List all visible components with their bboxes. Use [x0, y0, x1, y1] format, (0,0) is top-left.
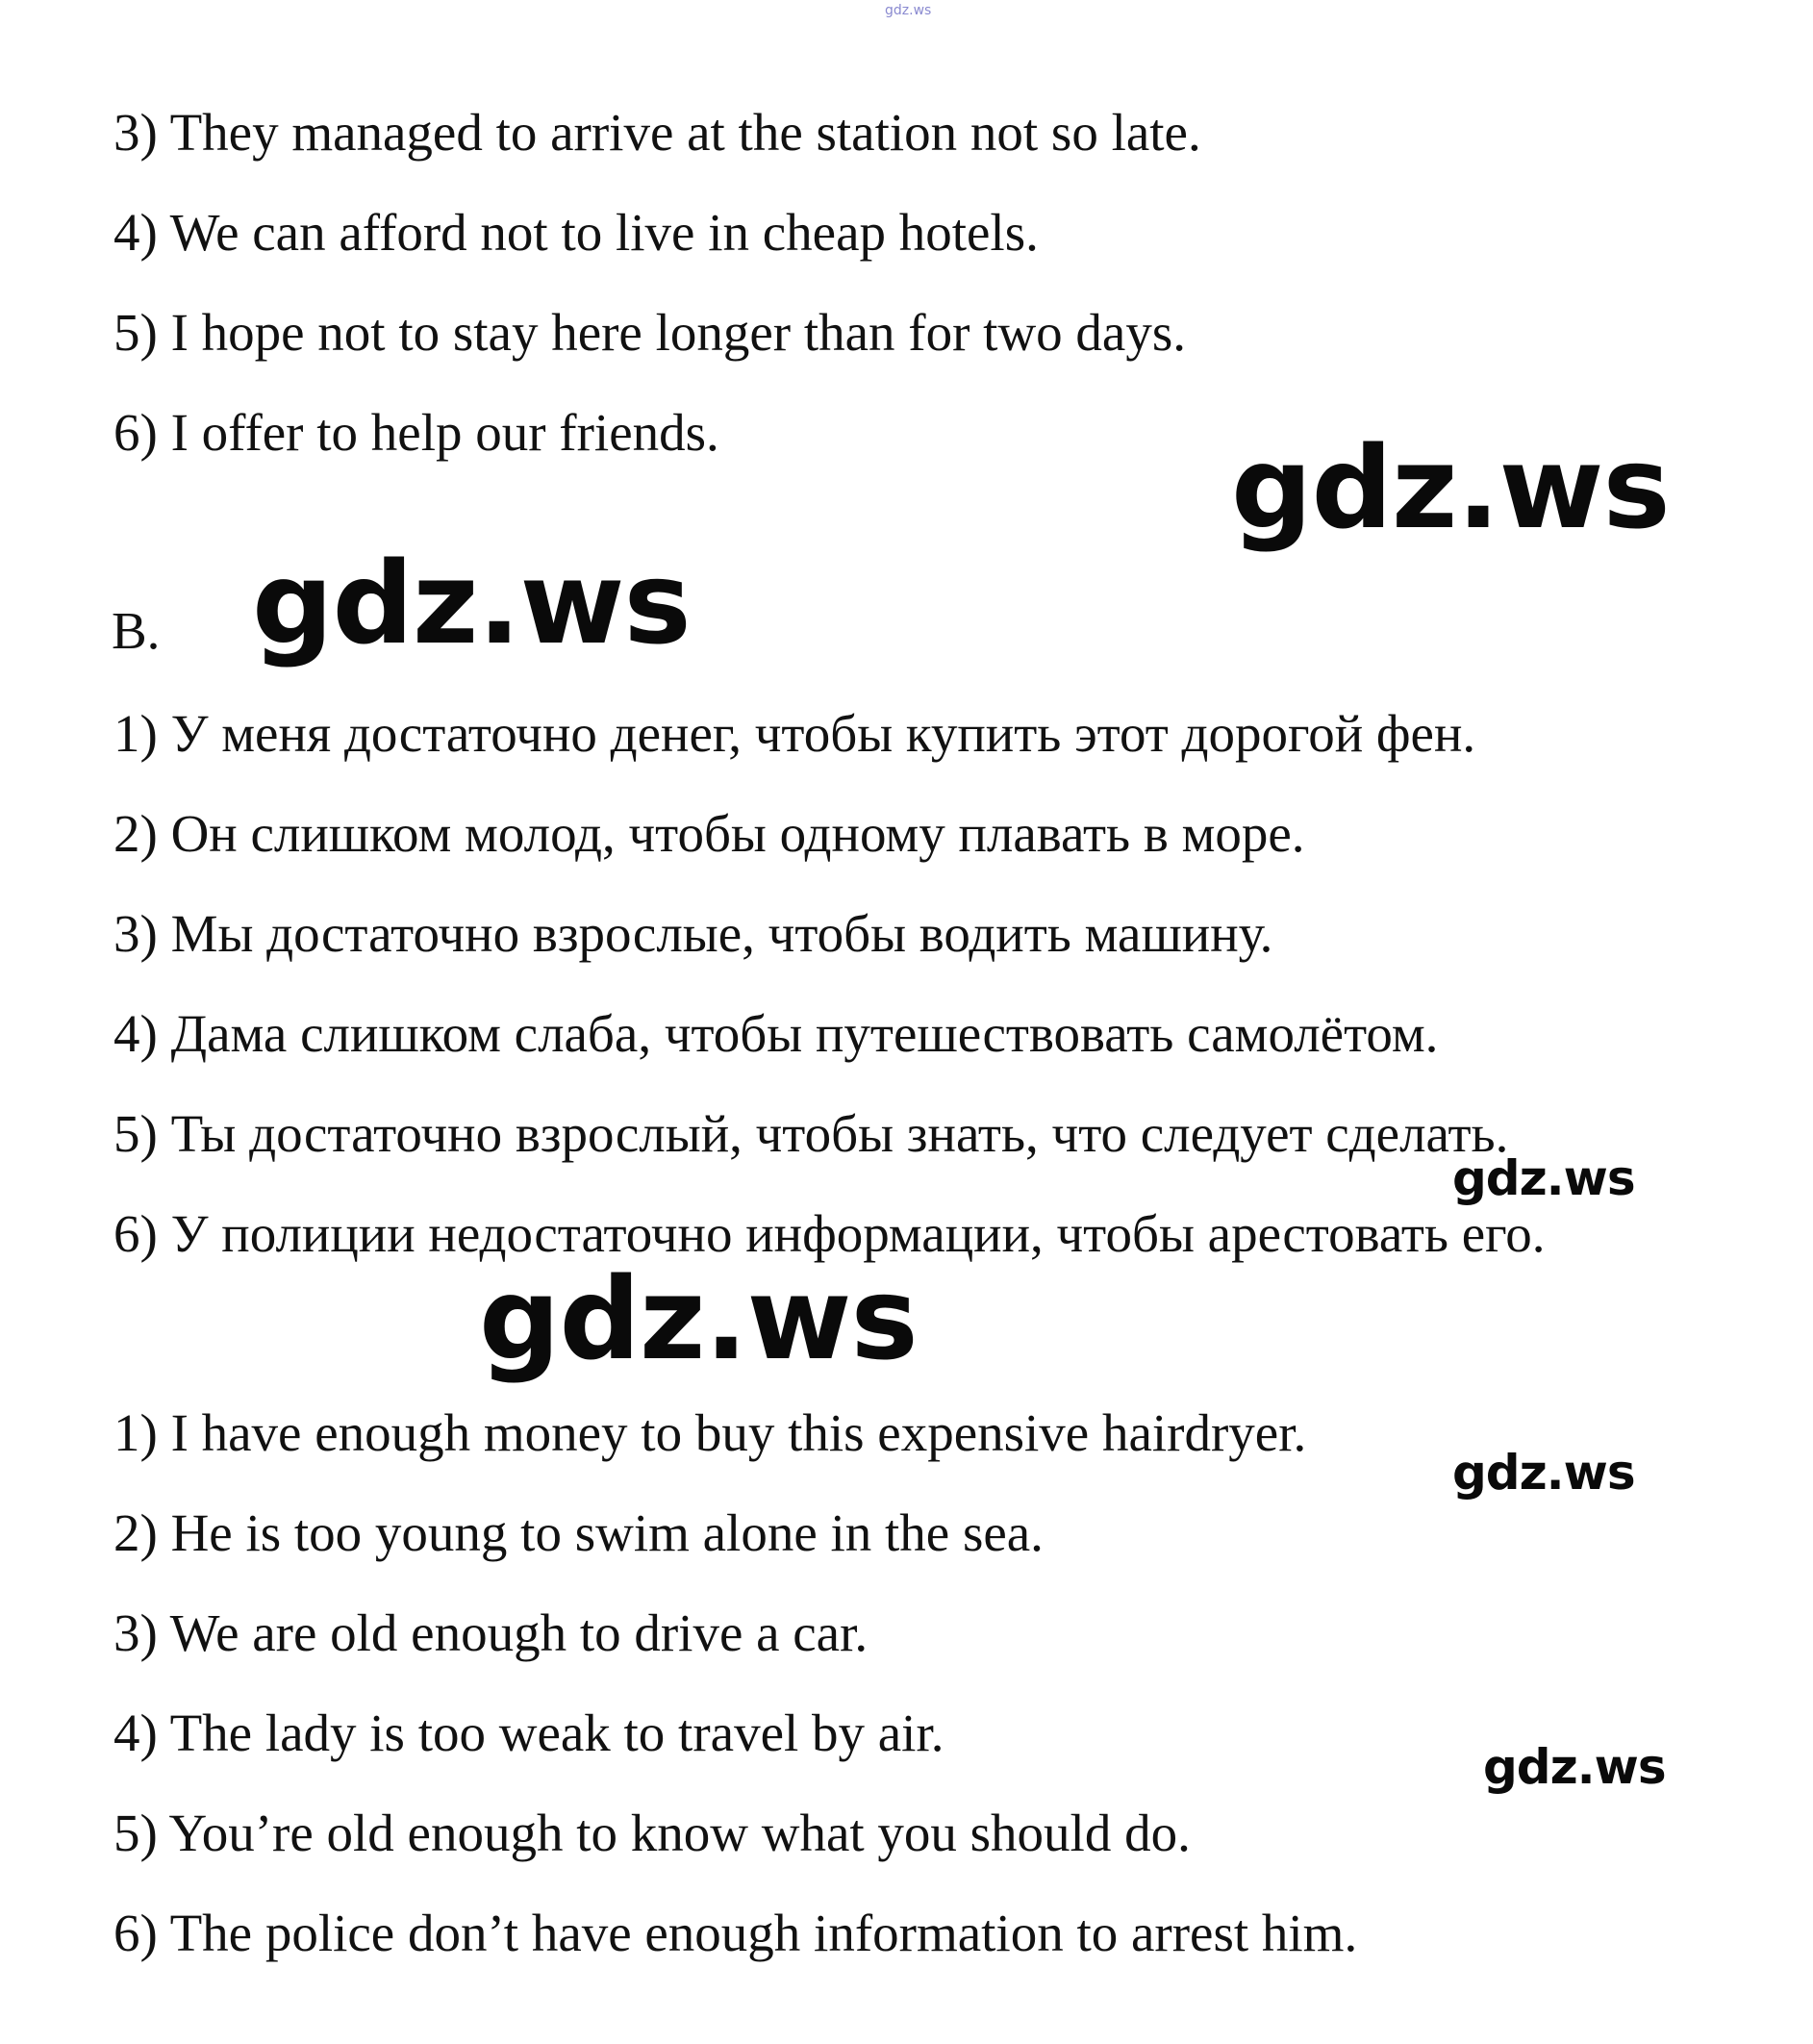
- watermark-small-2: gdz.ws: [1452, 1445, 1635, 1501]
- watermark-large-2: gdz.ws: [252, 537, 691, 669]
- english-line-1: 1) I have enough money to buy this expensive hairdryer.: [113, 1403, 1307, 1462]
- english-line-3: 3) We are old enough to drive a car.: [113, 1603, 869, 1662]
- watermark-large-3: gdz.ws: [479, 1252, 918, 1385]
- english-line-6: 6) The police don’t have enough information to arrest him.: [113, 1904, 1358, 1962]
- english-line-5: 5) You’re old enough to know what you should do.: [113, 1804, 1191, 1862]
- watermark-top-small: gdz.ws: [885, 3, 932, 18]
- russian-line-6: 6) У полиции недостаточно информации, чтобы арестовать его.: [113, 1204, 1546, 1263]
- answer-line-a5: 5) I hope not to stay here longer than for two days.: [113, 303, 1186, 362]
- english-line-4: 4) The lady is too weak to travel by air.: [113, 1703, 944, 1762]
- watermark-small-1: gdz.ws: [1452, 1150, 1635, 1206]
- russian-line-5: 5) Ты достаточно взрослый, чтобы знать, что следует сделать.: [113, 1104, 1509, 1163]
- answer-line-a6: 6) I offer to help our friends.: [113, 403, 719, 462]
- watermark-small-3: gdz.ws: [1483, 1739, 1666, 1795]
- russian-line-1: 1) У меня достаточно денег, чтобы купить этот дорогой фен.: [113, 704, 1476, 763]
- answer-line-a4: 4) We can afford not to live in cheap hotels.: [113, 203, 1039, 262]
- answer-line-a3: 3) They managed to arrive at the station not so late.: [113, 103, 1201, 162]
- section-b-label: B.: [112, 601, 161, 660]
- russian-line-3: 3) Мы достаточно взрослые, чтобы водить машину.: [113, 904, 1273, 963]
- watermark-large-1: gdz.ws: [1231, 421, 1670, 554]
- english-line-2: 2) He is too young to swim alone in the sea.: [113, 1503, 1044, 1562]
- russian-line-4: 4) Дама слишком слаба, чтобы путешествовать самолётом.: [113, 1004, 1439, 1063]
- russian-line-2: 2) Он слишком молод, чтобы одному плавать в море.: [113, 804, 1305, 863]
